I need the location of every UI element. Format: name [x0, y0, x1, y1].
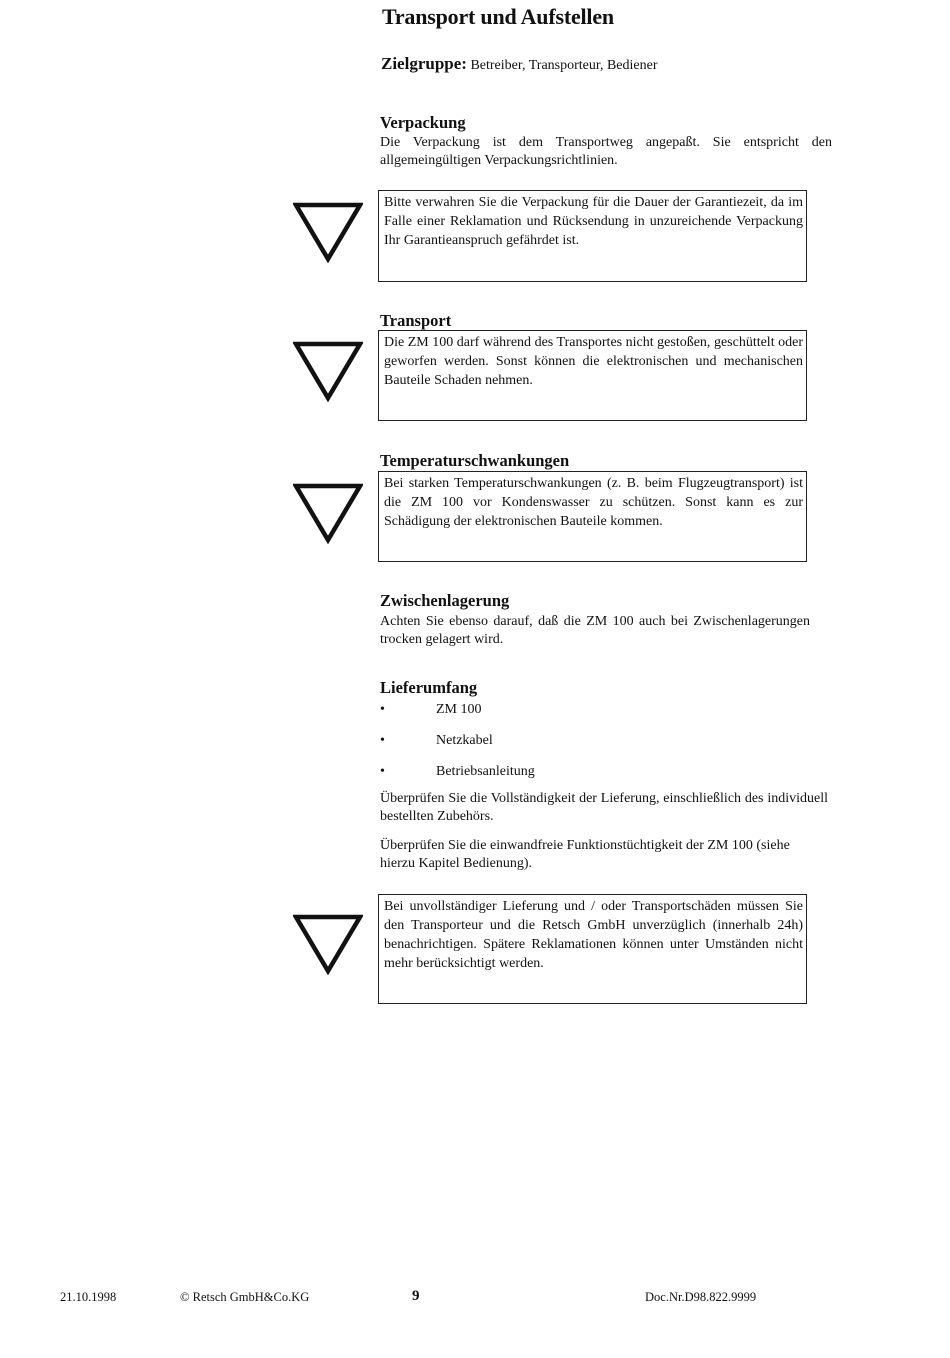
- audience-value: Betreiber, Transporteur, Bediener: [470, 58, 658, 73]
- list-item-label: Betriebsanleitung: [436, 764, 535, 779]
- section-heading-temperature: Temperaturschwankungen: [380, 451, 570, 470]
- warning-triangle-icon: [293, 483, 363, 545]
- bullet: •: [380, 733, 385, 748]
- transport-note-text: Die ZM 100 darf während des Transportes nicht gestoßen, geschüttelt oder geworfen werden. Sonst können die elektronischen und mechanischen Bauteile Schaden nehmen.: [384, 335, 803, 388]
- warning-triangle-icon: [293, 914, 363, 976]
- list-item-label: Netzkabel: [436, 733, 493, 748]
- page-number: 9: [412, 1288, 420, 1304]
- transport-note-box: [378, 330, 807, 421]
- packaging-text: Die Verpackung ist dem Transportweg angepaßt. Sie entspricht den allgemeingültigen Verpackungsrichtlinien.: [380, 135, 832, 168]
- delivery-note-text: Bei unvollständiger Lieferung und / oder Transportschäden müssen Sie den Transporteur und die Retsch GmbH unverzüglich (innerhalb 24h) benachrichtigen. Spätere Reklamationen können unter Umständen nicht mehr berücksichtigt werden.: [384, 899, 803, 971]
- delivery-text-function: Überprüfen Sie die einwandfreie Funktionstüchtigkeit der ZM 100 (siehe hierzu Kapitel Bedienung).: [380, 838, 790, 871]
- storage-text: Achten Sie ebenso darauf, daß die ZM 100 auch bei Zwischenlagerungen trocken gelagert wird.: [380, 614, 810, 647]
- temperature-note-box: [378, 471, 807, 562]
- list-item-label: ZM 100: [436, 702, 482, 717]
- page-title: Transport und Aufstellen: [382, 4, 614, 29]
- section-heading-transport: Transport: [380, 311, 452, 330]
- delivery-text-completeness: Überprüfen Sie die Vollständigkeit der Lieferung, einschließlich des individuell bestellten Zubehörs.: [380, 791, 828, 824]
- section-heading-storage: Zwischenlagerung: [380, 591, 510, 610]
- section-heading-delivery: Lieferumfang: [380, 678, 478, 697]
- footer-copyright: © Retsch GmbH&Co.KG: [180, 1290, 310, 1304]
- target-audience: [381, 54, 658, 74]
- section-heading-packaging: Verpackung: [380, 113, 466, 132]
- delivery-note-box: [378, 894, 807, 1004]
- temperature-note-text: Bei starken Temperaturschwankungen (z. B. beim Flugzeugtransport) ist die ZM 100 vor Kondenswasser zu schützen. Sonst kann es zur Schädigung der elektronischen Bauteile kommen.: [384, 476, 803, 529]
- packaging-note-box: [378, 190, 807, 282]
- warning-triangle-icon: [293, 202, 363, 264]
- footer-date: 21.10.1998: [60, 1290, 117, 1304]
- audience-label: Zielgruppe:: [381, 54, 467, 73]
- warning-triangle-icon: [293, 341, 363, 403]
- bullet: •: [380, 702, 385, 717]
- packaging-note-text: Bitte verwahren Sie die Verpackung für die Dauer der Garantiezeit, da im Falle einer Reklamation und Rücksendung in unzureichende Verpackung Ihr Garantieanspruch gefährdet ist.: [384, 195, 803, 248]
- footer-doc-number: Doc.Nr.D98.822.9999: [645, 1290, 757, 1304]
- bullet: •: [380, 764, 385, 779]
